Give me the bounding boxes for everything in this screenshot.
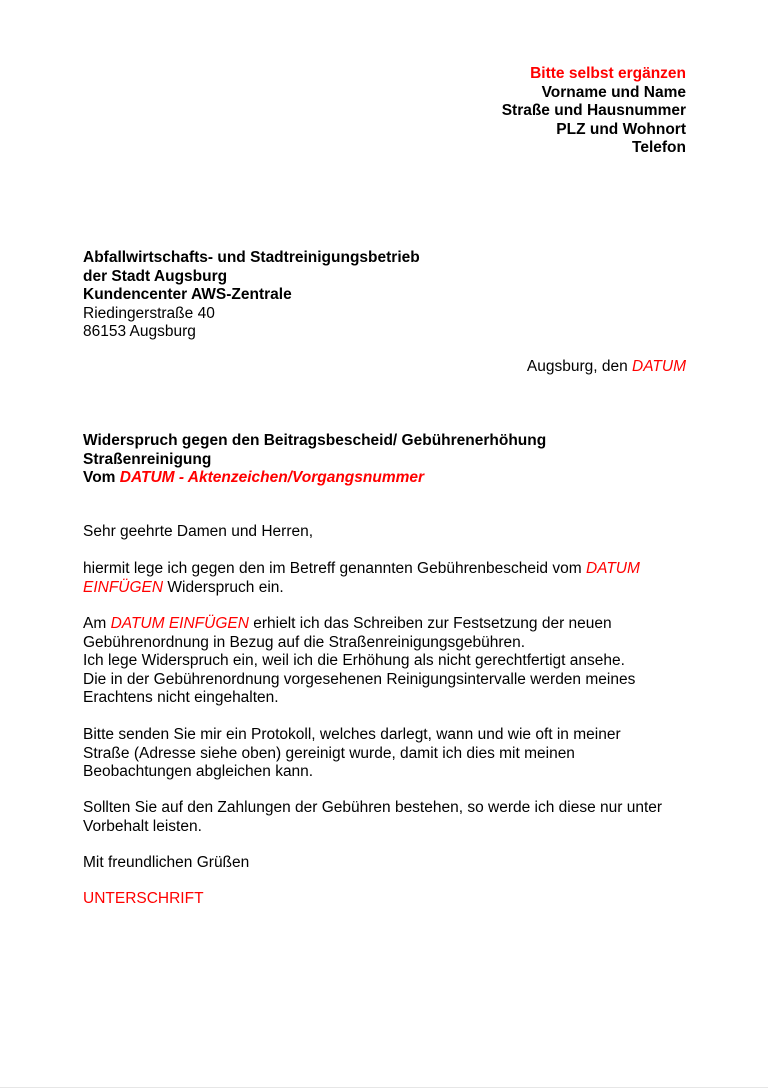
paragraph-1-line-2-text: Widerspruch ein. xyxy=(163,578,284,596)
paragraph-4-line-2: Vorbehalt leisten. xyxy=(83,817,202,835)
paragraph-4-line-1: Sollten Sie auf den Zahlungen der Gebühren bestehen, so werde ich diese nur unter xyxy=(83,799,663,816)
recipient-street: Riedingerstraße 40 xyxy=(83,304,215,322)
sender-name: Vorname und Name xyxy=(541,83,686,101)
paragraph-1-line-2 xyxy=(83,579,683,598)
paragraph-2-line-2: Gebührenordnung in Bezug auf die Straßenreinigungsgebühren. xyxy=(83,633,526,651)
subject-line-1: Widerspruch gegen den Beitragsbescheid/ Gebührenerhöhung xyxy=(83,432,547,449)
date-prefix: Augsburg, den xyxy=(526,358,633,375)
paragraph-3 xyxy=(83,726,683,782)
subject-line-2: Straßenreinigung xyxy=(83,450,212,468)
paragraph-1 xyxy=(83,560,683,597)
signature-placeholder: UNTERSCHRIFT xyxy=(83,890,204,907)
subject-line-3 xyxy=(83,469,546,488)
sender-city: PLZ und Wohnort xyxy=(556,120,686,138)
paragraph-2-line-1 xyxy=(83,615,683,634)
paragraph-2-line-1-prefix: Am xyxy=(83,615,111,632)
paragraph-1-line-1-text: hiermit lege ich gegen den im Betreff genannten Gebührenbescheid vom xyxy=(83,560,586,577)
recipient-line-3: Kundencenter AWS-Zentrale xyxy=(83,286,292,303)
paragraph-2-line-5: Erachtens nicht eingehalten. xyxy=(83,689,279,706)
salutation-text: Sehr geehrte Damen und Herren, xyxy=(83,523,314,540)
date-line xyxy=(527,358,686,377)
closing-text: Mit freundlichen Grüßen xyxy=(83,854,250,871)
recipient-block xyxy=(83,249,420,342)
signature xyxy=(83,890,683,909)
date-placeholder: DATUM xyxy=(632,358,686,375)
sender-phone: Telefon xyxy=(632,139,686,156)
subject-block xyxy=(83,432,546,488)
closing xyxy=(83,854,683,873)
paragraph-2 xyxy=(83,615,683,708)
sender-street: Straße und Hausnummer xyxy=(501,102,686,119)
paragraph-1-date-placeholder: DATUM xyxy=(585,560,640,577)
paragraph-2-date-placeholder: DATUM EINFÜGEN xyxy=(110,615,249,632)
paragraph-4 xyxy=(83,799,683,836)
paragraph-2-line-1-text: erhielt ich das Schreiben zur Festsetzung der neuen xyxy=(248,615,612,632)
salutation xyxy=(83,523,683,542)
paragraph-2-line-4: Die in der Gebührenordnung vorgesehenen Reinigungsintervalle werden meines xyxy=(83,670,636,688)
sender-block xyxy=(502,65,686,158)
paragraph-3-line-3: Beobachtungen abgleichen kann. xyxy=(83,763,314,780)
paragraph-1-line-1 xyxy=(83,560,683,579)
paragraph-3-line-1: Bitte senden Sie mir ein Protokoll, welches darlegt, wann und wie oft in meiner xyxy=(83,726,621,743)
recipient-city: 86153 Augsburg xyxy=(83,323,196,340)
paragraph-1-date-placeholder-cont: EINFÜGEN xyxy=(83,578,164,596)
subject-reference-placeholder: DATUM - Aktenzeichen/Vorgangsnummer xyxy=(119,469,425,486)
paragraph-2-line-3: Ich lege Widerspruch ein, weil ich die Erhöhung als nicht gerechtfertigt ansehe. xyxy=(83,652,625,669)
recipient-line-1: Abfallwirtschafts- und Stadtreinigungsbetrieb xyxy=(83,249,420,266)
subject-line-3-prefix: Vom xyxy=(83,469,120,486)
paragraph-3-line-2: Straße (Adresse siehe oben) gereinigt wurde, damit ich dies mit meinen xyxy=(83,744,575,762)
sender-hint: Bitte selbst ergänzen xyxy=(530,65,686,82)
recipient-line-2: der Stadt Augsburg xyxy=(83,267,228,285)
page-bottom-divider xyxy=(0,1087,768,1088)
